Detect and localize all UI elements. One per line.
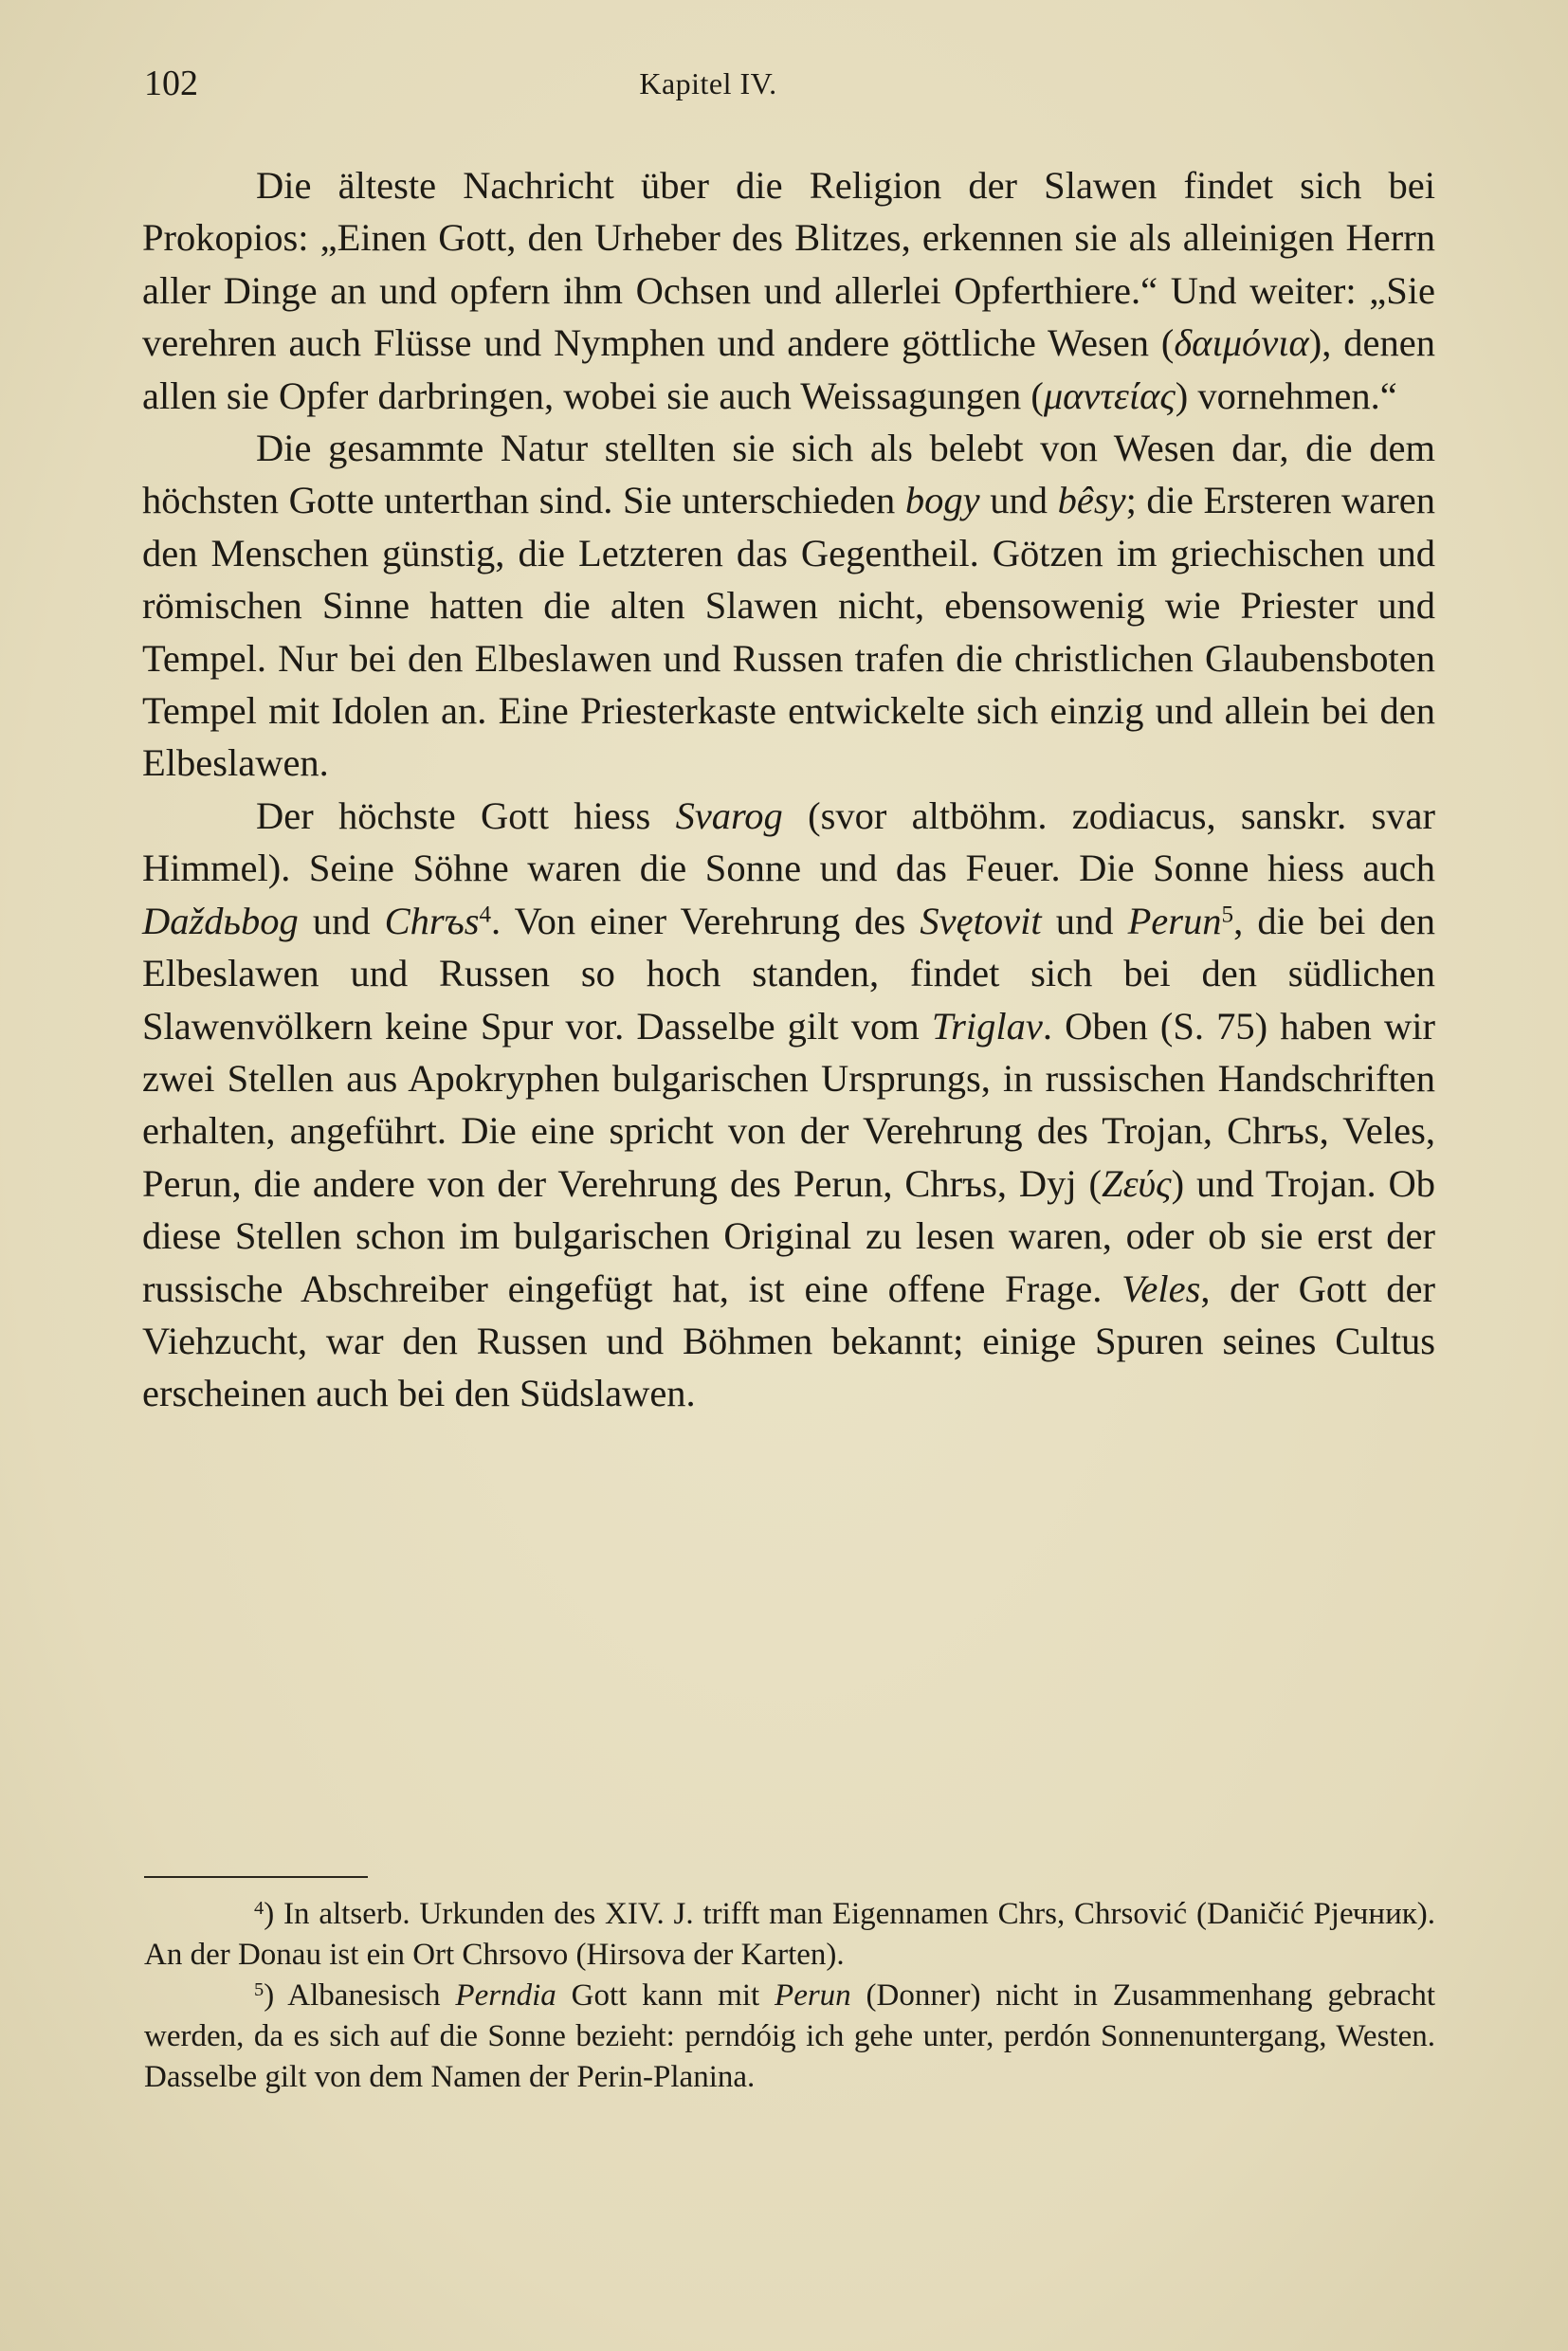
footnote-text: (Donner) nicht in Zusammenhang gebracht werden, da es sich auf die Sonne bezieht: perndóig ich gehe unter, perdón Sonnenuntergang, Westen. Dasselbe gilt von dem Namen der Perin-Planina. [144, 1978, 1435, 2094]
footnote-marker: 5 [254, 1978, 264, 2000]
deity-name: Daždьbog [142, 899, 299, 942]
paragraph-2 [142, 422, 1435, 790]
text-run: (svor altböhm. zodiacus, sanskr. svar Himmel). Seine Söhne waren die Sonne und das Feuer. Die Sonne hiess auch [142, 793, 1435, 890]
footnote-5 [144, 1976, 1435, 2098]
page-header [144, 63, 1433, 119]
text-run: und [298, 899, 385, 942]
running-head: Kapitel IV. [639, 66, 777, 100]
paragraph-1 [142, 159, 1435, 422]
text-run: ; die Ersteren waren den Menschen günstig, die Letzteren das Gegentheil. Götzen im griechischen und römischen Sinne hatten die alten Slawen nicht, ebensowenig wie Priester und Tempel. Nur bei den Elbeslawen und Russen trafen die christlichen Glaubensboten Tempel mit Idolen an. Eine Priesterkaste entwickelte sich einzig und allein bei den Elbeslawen. [142, 479, 1435, 785]
footnote-ref[interactable]: 5 [1221, 902, 1234, 928]
text-run: Der höchste Gott hiess [256, 793, 676, 837]
footnote-4 [144, 1894, 1435, 1976]
deity-name: Svarog [675, 793, 783, 837]
main-text [142, 159, 1435, 1420]
text-run: ) vornehmen.“ [1175, 374, 1397, 417]
deity-name: Perun [775, 1978, 851, 2013]
text-run: ) und Trojan. Ob diese Stellen schon im bulgarischen Original zu lesen waren, oder ob sie erst der russische Abschreiber eingefügt hat, ist eine offene Frage. [142, 1161, 1435, 1310]
text-run: und [979, 479, 1058, 522]
footnote-text: ) In altserb. Urkunden des XIV. J. trifft man Eigennamen Chrs, Chrsović (Daničić Рјечник). An der Donau ist ein Ort Chrsovo (Hirsova der Karten). [144, 1897, 1435, 1972]
text-run: . Von einer Verehrung des [491, 899, 921, 942]
text-run: Die älteste Nachricht über die Religion der Slawen findet sich bei Prokopios: „Einen Gott, den Urheber des Blitzes, erkennen sie als alleinigen Herrn aller Dinge an und opfern ihm Ochsen und allerlei Opferthiere.“ Und weiter: „Sie verehren auch Flüsse und Nymphen und andere göttliche Wesen ( [142, 164, 1435, 365]
paragraph-3 [142, 790, 1435, 1420]
footnote-separator [144, 1876, 368, 1878]
greek-term: δαιμόνια [1174, 321, 1309, 365]
footnote-text: Gott kann mit [556, 1978, 775, 2013]
footnotes [144, 1894, 1435, 2098]
italic-term: bêsy [1057, 479, 1126, 522]
text-run: und [1041, 899, 1128, 942]
text-run: ), denen allen sie Opfer darbringen, wobei sie auch Weissagungen ( [142, 321, 1435, 417]
greek-term: μαντείας [1043, 374, 1176, 417]
footnote-text: ) Albanesisch [264, 1978, 456, 2013]
deity-name: Chrъs [384, 899, 480, 942]
deity-name: Svętovit [920, 899, 1042, 942]
deity-name: Perun [1127, 899, 1222, 942]
deity-name: Veles [1121, 1267, 1201, 1310]
footnote-ref[interactable]: 4 [479, 902, 492, 928]
italic-term: bogy [904, 479, 980, 522]
italic-term: Perndia [455, 1978, 556, 2013]
text-run: , die bei den Elbeslawen und Russen so hoch standen, findet sich bei den südlichen Slawenvölkern keine Spur vor. Dasselbe gilt vom [142, 899, 1435, 1048]
text-run: Die gesammte Natur stellten sie sich als belebt von Wesen dar, die dem höchsten Gotte unterthan sind. Sie unterschieden [142, 427, 1435, 522]
footnote-marker: 4 [254, 1897, 264, 1919]
text-run: . Oben (S. 75) haben wir zwei Stellen aus Apokryphen bulgarischen Ursprungs, in russischen Handschriften erhalten, angeführt. Die eine spricht von der Verehrung des Trojan, Chrъs, Veles, Perun, die andere von der Verehrung des Perun, Chrъs, Dyj ( [142, 1004, 1435, 1205]
greek-term: Ζεύς [1102, 1161, 1172, 1205]
text-run: , der Gott der Viehzucht, war den Russen und Böhmen bekannt; einige Spuren seines Cultus erscheinen auch bei den Südslawen. [142, 1267, 1435, 1415]
deity-name: Triglav [931, 1004, 1043, 1048]
page-number: 102 [144, 64, 198, 103]
